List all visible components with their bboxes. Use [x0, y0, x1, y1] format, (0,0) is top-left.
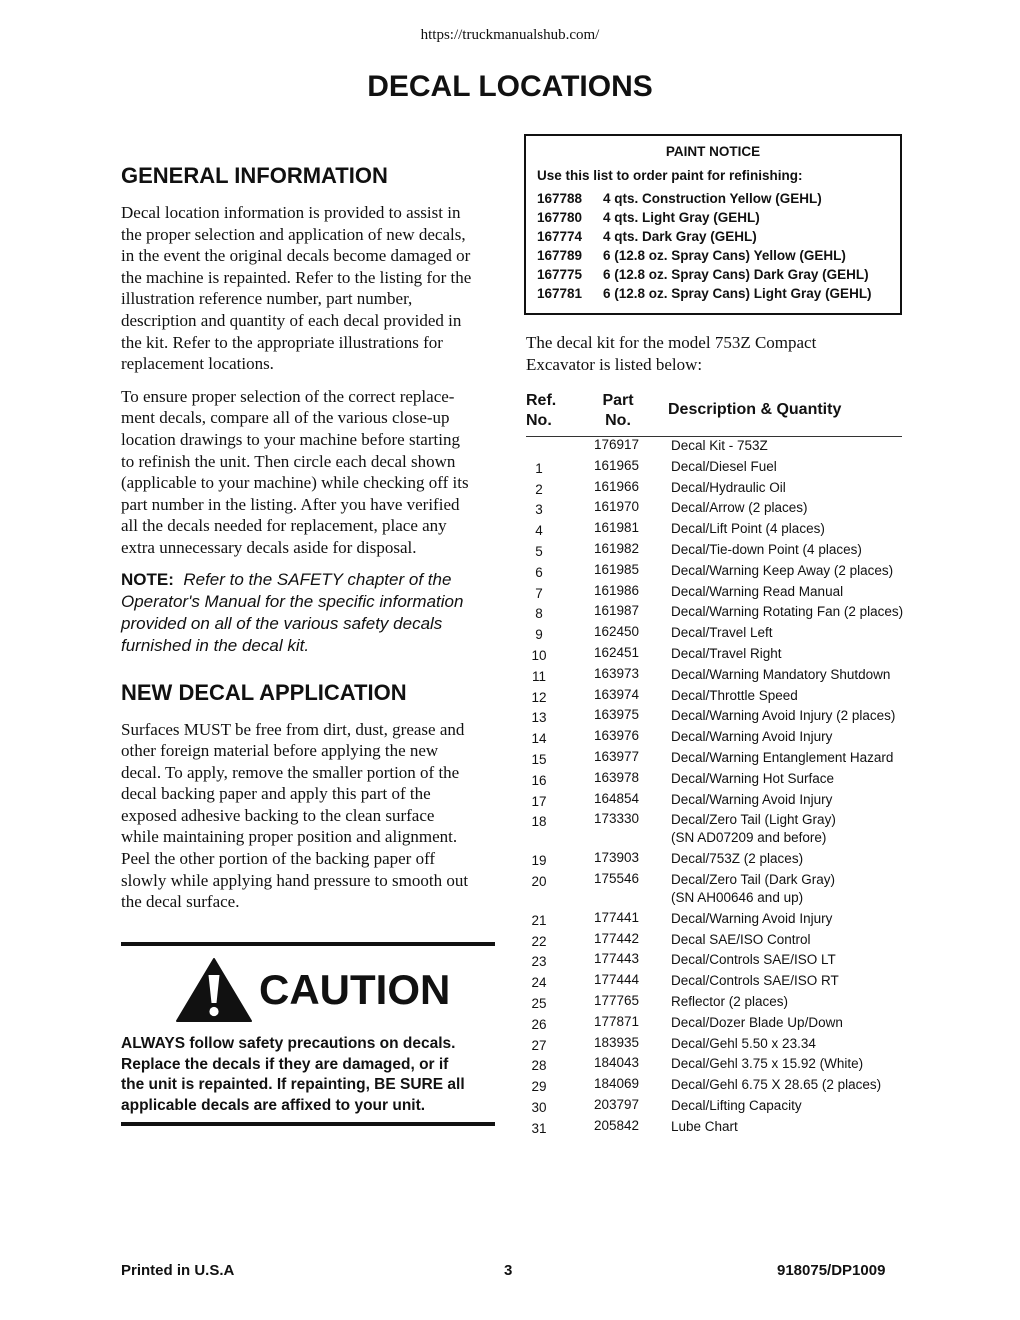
- table-row-ref: 28: [531, 1058, 547, 1074]
- paint-part-number: 167788: [537, 191, 583, 206]
- table-row-description: [671, 1118, 738, 1136]
- application-paragraph-line: exposed adhesive backing to the clean surface: [121, 805, 435, 825]
- table-row-description: [671, 993, 788, 1011]
- table-row-description: [671, 479, 786, 497]
- table-row-description: [671, 687, 798, 705]
- table-row-part: 177444: [594, 972, 640, 988]
- table-row-ref: 13: [531, 710, 547, 726]
- table-row-part: 183935: [594, 1034, 640, 1050]
- table-row-ref: 30: [531, 1100, 547, 1115]
- table-row-ref: 27: [531, 1037, 547, 1053]
- note-text-line: Refer to the SAFETY chapter of the: [183, 569, 452, 589]
- note-text-line: furnished in the decal kit.: [121, 635, 310, 655]
- table-row-description: [671, 811, 836, 847]
- table-row-description-line: (SN AH00646 and up): [671, 890, 804, 905]
- paint-description: 4 qts. Dark Gray (GEHL): [603, 229, 757, 244]
- table-row-ref: 12: [531, 689, 547, 705]
- column-ref-line-2: No.: [526, 412, 552, 429]
- note-label: NOTE:: [121, 569, 174, 589]
- table-row-part: 184043: [594, 1055, 640, 1071]
- new-decal-application-heading: NEW DECAL APPLICATION: [121, 679, 407, 705]
- table-row-ref: 19: [531, 853, 547, 869]
- table-row-ref: 6: [535, 564, 543, 580]
- column-ref-line-1: Ref.: [526, 392, 557, 409]
- table-row-ref: 3: [535, 502, 543, 518]
- application-paragraph-line: other foreign material before applying the new: [121, 741, 439, 761]
- column-part-line-1: Part: [602, 392, 634, 409]
- paint-part-number: 167789: [537, 248, 583, 263]
- general-paragraph-2-line: to refinish the unit. Then circle each decal shown: [121, 451, 456, 471]
- table-row-part: 163974: [594, 686, 640, 702]
- table-row-ref: 21: [531, 912, 547, 928]
- table-row-ref: 29: [531, 1079, 547, 1095]
- general-paragraph-2-line: all the decals needed for replacement, place any: [121, 516, 447, 536]
- table-row-description-line: Decal/Gehl 6.75 X 28.65 (2 places): [671, 1077, 882, 1093]
- application-paragraph-line: decal backing paper and apply this part of the: [121, 784, 431, 804]
- caution-text-line: applicable decals are affixed to your unit.: [121, 1096, 426, 1114]
- table-row-part: 184069: [594, 1076, 640, 1092]
- table-row-description-line: Decal/Warning Avoid Injury: [671, 729, 833, 745]
- table-row-ref: 25: [531, 996, 547, 1011]
- general-paragraph-1-line: the kit. Refer to the appropriate illustrations for: [121, 332, 443, 352]
- general-paragraph-1-line: the machine is repainted. Refer to the listing for the: [121, 267, 472, 287]
- table-row-description-line: Decal/Warning Hot Surface: [671, 770, 835, 786]
- paint-part-number: 167775: [537, 267, 583, 282]
- table-row-description: [671, 749, 893, 767]
- table-row-part: 163976: [594, 728, 640, 744]
- table-row-description: [671, 458, 777, 476]
- paint-notice-title: PAINT NOTICE: [665, 144, 761, 159]
- table-row-part: 177442: [594, 930, 640, 946]
- table-row-description-line: Lube Chart: [671, 1118, 738, 1134]
- table-row-description: [671, 437, 768, 455]
- table-row-description-line: Decal/753Z (2 places): [671, 851, 804, 867]
- table-row-description: [671, 603, 903, 621]
- table-row-part: 161966: [594, 478, 640, 494]
- table-row-description-line: Decal/Warning Read Manual: [671, 583, 844, 599]
- general-paragraph-1-line: in the event the original decals become damaged or: [121, 246, 471, 266]
- table-row-description: [671, 1055, 863, 1073]
- table-row-description: [671, 972, 839, 990]
- table-row-ref: 5: [535, 544, 543, 559]
- table-row-part: 173330: [594, 811, 640, 827]
- table-row-part: 161970: [594, 499, 640, 515]
- general-paragraph-2-line: ment decals, compare all of the various close-up: [121, 408, 450, 428]
- table-row-part: 161985: [594, 561, 640, 577]
- application-paragraph-line: Surfaces MUST be free from dirt, dust, grease and: [121, 719, 465, 739]
- application-paragraph-line: Peel the other portion of the backing paper off: [121, 849, 436, 869]
- caution-text-line: Replace the decals if they are damaged, or if: [121, 1055, 449, 1073]
- table-row-description-line: Decal/Zero Tail (Light Gray): [671, 812, 836, 828]
- table-row-description: [671, 645, 782, 663]
- application-paragraph-line: while maintaining proper position and alignment.: [121, 827, 458, 847]
- table-row-ref: 26: [531, 1016, 547, 1032]
- source-url[interactable]: https://truckmanualshub.com/: [420, 27, 600, 43]
- table-row-part: 176917: [594, 437, 640, 452]
- paint-description: 4 qts. Light Gray (GEHL): [603, 210, 760, 225]
- general-paragraph-1-line: replacement locations.: [121, 354, 274, 374]
- table-row-part: 163973: [594, 665, 640, 681]
- table-row-description: [671, 707, 895, 725]
- general-paragraph-1-line: description and quantity of each decal provided in: [121, 310, 462, 330]
- paint-description: 6 (12.8 oz. Spray Cans) Dark Gray (GEHL): [603, 267, 869, 282]
- table-row-description-line: Decal/Warning Avoid Injury (2 places): [671, 708, 896, 724]
- table-row-description: [671, 871, 835, 907]
- table-row-description-line: Decal/Travel Left: [671, 625, 773, 641]
- footer-printed-in: Printed in U.S.A: [121, 1262, 235, 1279]
- caution-text-line: ALWAYS follow safety precautions on decals.: [121, 1035, 456, 1052]
- table-row-description-line: Decal/Warning Avoid Injury: [671, 791, 833, 807]
- footer-document-number: 918075/DP1009: [777, 1262, 886, 1279]
- table-row-part: 177441: [594, 909, 640, 925]
- table-row-description: [671, 562, 893, 580]
- table-row-part: 163975: [594, 707, 640, 723]
- table-row-ref: 20: [531, 874, 547, 889]
- table-row-ref: 22: [531, 933, 547, 949]
- table-row-description-line: Reflector (2 places): [671, 994, 789, 1009]
- table-row-description: [671, 931, 811, 949]
- table-row-description-line: Decal/Warning Avoid Injury: [671, 910, 833, 926]
- column-description-header: Description & Quantity: [668, 401, 842, 418]
- general-paragraph-2-line: part number in the listing. After you have verified: [121, 494, 460, 514]
- paint-description: 6 (12.8 oz. Spray Cans) Yellow (GEHL): [603, 248, 846, 263]
- table-row-part: 203797: [594, 1097, 640, 1112]
- table-row-description-line: Decal/Travel Right: [671, 646, 782, 661]
- table-row-part: 173903: [594, 850, 640, 866]
- table-row-ref: 14: [531, 731, 547, 747]
- table-row-description: [671, 770, 834, 788]
- page-title: DECAL LOCATIONS: [367, 70, 653, 103]
- table-row-description-line: Decal/Warning Mandatory Shutdown: [671, 666, 891, 682]
- paint-part-number: 167781: [537, 286, 583, 301]
- general-paragraph-1-line: Decal location information is provided to assist in: [121, 203, 461, 222]
- table-row-description: [671, 910, 832, 928]
- table-row-part: 161987: [594, 603, 640, 619]
- general-paragraph-2-line: (applicable to your machine) while checking off its: [121, 473, 469, 493]
- table-row-ref: 31: [531, 1120, 547, 1136]
- general-information-heading: GENERAL INFORMATION: [121, 163, 388, 188]
- general-paragraph-2-line: To ensure proper selection of the correct replace-: [121, 386, 455, 406]
- paint-part-number: 167780: [537, 210, 583, 225]
- table-row-description-line: (SN AD07209 and before): [671, 830, 827, 846]
- table-row-description: [671, 520, 825, 538]
- table-row-description: [671, 850, 803, 868]
- table-row-part: 163977: [594, 749, 640, 764]
- table-row-ref: 2: [535, 481, 543, 497]
- table-row-description-line: Decal/Warning Rotating Fan (2 places): [671, 604, 904, 620]
- table-row-description-line: Decal Kit - 753Z: [671, 438, 768, 453]
- table-row-part: 177765: [594, 993, 640, 1008]
- table-row-part: 177443: [594, 951, 640, 967]
- table-row-description-line: Decal/Zero Tail (Dark Gray): [671, 872, 836, 887]
- decal-kit-intro-line: The decal kit for the model 753Z Compact: [526, 333, 817, 352]
- table-row-description-line: Decal/Controls SAE/ISO RT: [671, 973, 839, 989]
- table-row-description: [671, 728, 832, 746]
- table-row-description: [671, 666, 890, 684]
- table-row-description-line: Decal/Tie-down Point (4 places): [671, 542, 862, 557]
- table-row-part: 164854: [594, 790, 640, 806]
- table-row-ref: 16: [531, 772, 547, 788]
- table-row-ref: 1: [535, 460, 543, 476]
- table-row-part: 177871: [594, 1013, 640, 1029]
- general-paragraph-2-line: extra unnecessary decals aside for disposal.: [121, 537, 417, 557]
- table-row-part: 175546: [594, 871, 640, 886]
- table-row-description: [671, 1076, 881, 1094]
- table-row-description: [671, 499, 808, 517]
- footer-page-number: 3: [504, 1262, 513, 1279]
- table-row-description: [671, 624, 773, 642]
- table-row-part: 161965: [594, 457, 640, 473]
- table-row-description-line: Decal/Arrow (2 places): [671, 500, 808, 516]
- table-row-description-line: Decal/Hydraulic Oil: [671, 479, 786, 495]
- table-row-part: 161982: [594, 541, 640, 556]
- application-paragraph-line: decal. To apply, remove the smaller portion of the: [121, 762, 460, 782]
- general-paragraph-1-line: illustration reference number, part number,: [121, 289, 413, 309]
- table-row-description: [671, 583, 843, 601]
- table-row-part: 162451: [594, 645, 640, 660]
- column-part-line-2: No.: [605, 412, 631, 429]
- general-paragraph-1-line: the proper selection and application of new decals,: [121, 224, 466, 244]
- table-row-description: [671, 541, 862, 559]
- paint-description: 6 (12.8 oz. Spray Cans) Light Gray (GEHL): [603, 286, 872, 301]
- general-paragraph-2-line: location drawings to your machine before starting: [121, 429, 460, 449]
- table-row-ref: 11: [531, 668, 546, 684]
- table-row-description-line: Decal/Gehl 3.75 x 15.92 (White): [671, 1056, 864, 1072]
- note-text-line: Operator's Manual for the specific information: [121, 591, 464, 611]
- table-row-ref: 8: [535, 606, 543, 622]
- table-row-part: 163978: [594, 769, 640, 785]
- paint-notice-intro: Use this list to order paint for refinishing:: [537, 168, 803, 183]
- caution-text-line: the unit is repainted. If repainting, BE SURE all: [121, 1076, 465, 1093]
- table-row-ref: 9: [535, 627, 543, 643]
- table-row-ref: 15: [531, 752, 547, 767]
- table-row-description: [671, 1014, 843, 1032]
- paint-description: 4 qts. Construction Yellow (GEHL): [603, 191, 822, 206]
- table-row-description-line: Decal/Lift Point (4 places): [671, 521, 825, 537]
- table-row-ref: 4: [535, 523, 543, 539]
- application-paragraph-line: slowly while applying hand pressure to smooth out: [121, 870, 469, 890]
- table-row-description-line: Decal/Warning Entanglement Hazard: [671, 750, 894, 765]
- application-paragraph-line: the decal surface.: [121, 892, 240, 912]
- table-row-description-line: Decal/Warning Keep Away (2 places): [671, 562, 894, 578]
- paint-part-number: 167774: [537, 229, 583, 244]
- table-row-part: 205842: [594, 1117, 640, 1133]
- table-row-description: [671, 951, 836, 969]
- table-row-description: [671, 1097, 802, 1115]
- table-row-ref: 24: [531, 975, 547, 991]
- table-row-description-line: Decal/Lifting Capacity: [671, 1098, 802, 1113]
- table-row-part: 161981: [594, 520, 640, 536]
- table-row-description-line: Decal/Gehl 5.50 x 23.34: [671, 1035, 816, 1051]
- decal-kit-intro-line: Excavator is listed below:: [526, 355, 703, 374]
- table-row-description-line: Decal/Throttle Speed: [671, 687, 798, 703]
- table-row-ref: 10: [531, 648, 547, 663]
- table-row-ref: 7: [535, 585, 543, 601]
- table-row-ref: 18: [531, 814, 547, 830]
- table-row-description: [671, 791, 832, 809]
- table-row-ref: 17: [531, 793, 547, 809]
- caution-word: CAUTION: [259, 966, 451, 1013]
- table-row-description: [671, 1035, 816, 1053]
- table-row-description-line: Decal/Controls SAE/ISO LT: [671, 952, 836, 968]
- table-row-description-line: Decal/Diesel Fuel: [671, 458, 777, 474]
- note-text-line: provided on all of the various safety decals: [121, 613, 443, 633]
- table-row-ref: 23: [531, 954, 547, 970]
- table-row-description-line: Decal SAE/ISO Control: [671, 931, 811, 947]
- table-row-description-line: Decal/Dozer Blade Up/Down: [671, 1014, 843, 1030]
- table-row-part: 161986: [594, 582, 640, 598]
- table-row-part: 162450: [594, 624, 640, 640]
